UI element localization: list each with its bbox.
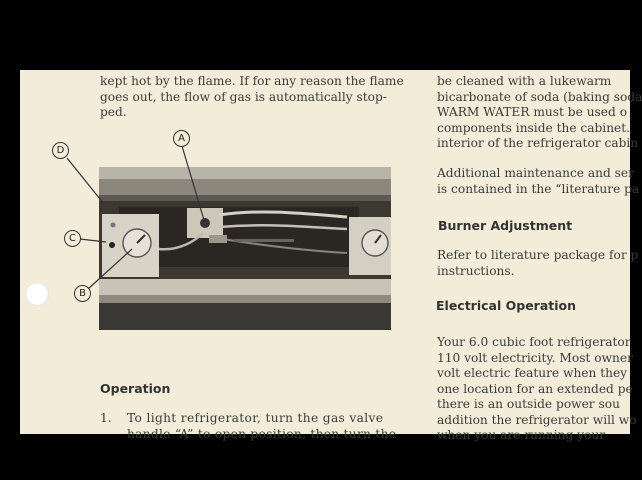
electrical-line-1: Your 6.0 cubic foot refrigerator [437,335,631,349]
right-intro-line-4: components inside the cabinet. [437,120,631,135]
intro-line-3: ped. [100,105,127,119]
electrical-line-6: addition the refrigerator will wo [437,412,637,427]
burner-adjustment-heading: Burner Adjustment [438,218,573,233]
manual-page [20,70,642,442]
intro-line-2: goes out, the flow of gas is automatically stop- [100,89,387,104]
electrical-line-7: when you are running your [437,428,606,442]
right-intro-line-3: WARM WATER must be used o [437,105,628,119]
step-1-line-1: To light refrigerator, turn the gas valve [127,411,384,425]
maintenance-line-2: is contained in the “literature pa [437,181,640,196]
right-intro-line-5: interior of the refrigerator cabin [437,136,639,150]
callout-a: A [173,130,190,147]
operation-heading: Operation [100,381,171,396]
electrical-line-5: there is an outside power sou [437,397,620,411]
electrical-line-4: one location for an extended pe [437,381,633,396]
electrical-line-2: 110 volt electricity. Most owner [437,350,633,365]
step-1-line-2: handle “A” to open position, then turn the [127,426,397,441]
intro-line-1: kept hot by the flame. If for any reason the flame [100,74,404,88]
maintenance-line-1: Additional maintenance and ser [437,166,634,180]
electrical-operation-heading: Electrical Operation [436,298,577,313]
right-intro-line-1: be cleaned with a lukewarm [437,74,612,88]
callout-c: C [64,230,81,247]
step-1-number: 1. [100,411,112,425]
right-intro-line-2: bicarbonate of soda (baking soda [437,89,642,104]
burner-line-2: instructions. [437,263,515,278]
callout-d: D [52,142,69,159]
callout-b: B [74,285,91,302]
burner-line-1: Refer to literature package for p [437,248,639,262]
electrical-line-3: volt electric feature when they [437,366,628,380]
